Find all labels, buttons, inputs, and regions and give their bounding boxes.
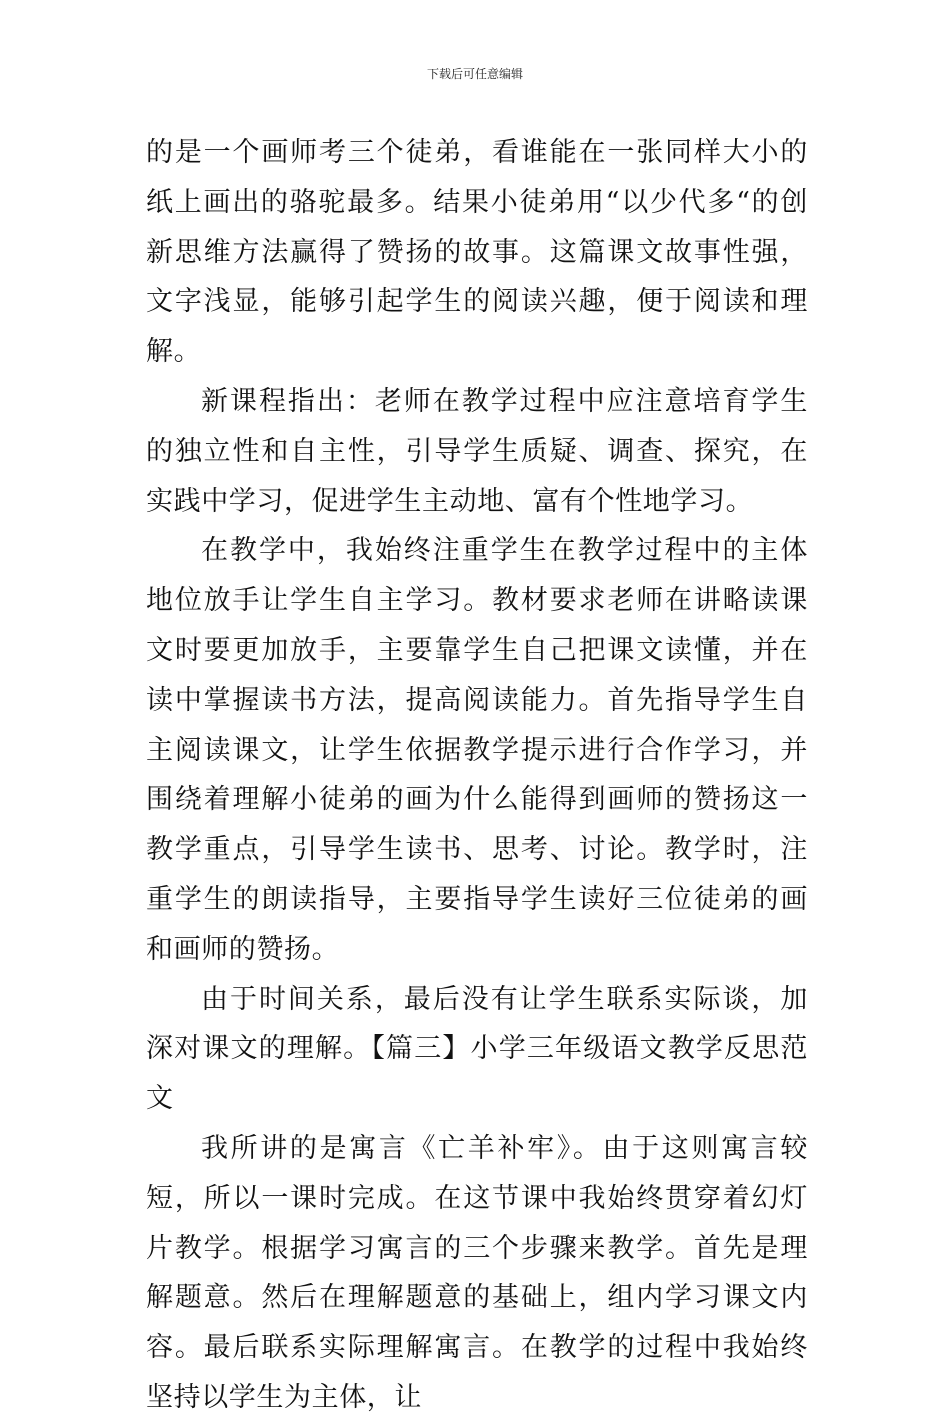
page-header: 下载后可任意编辑 bbox=[426, 67, 523, 81]
paragraph-3: 在教学中，我始终注重学生在教学过程中的主体地位放手让学生自主学习。教材要求老师在讲略读课文时要更加放手，主要靠学生自己把课文读懂，并在读中掌握读书方法，提高阅读能力。首先指导学生自主阅读课文，让学生依据教学提示进行合作学习，并围绕着理解小徒弟的画为什么能得到画师的赞扬这一教学重点，引导学生读书、思考、讨论。教学时，注重学生的朗读指导，主要指导学生读好三位徒弟的画和画师的赞扬。 bbox=[146, 535, 808, 965]
paragraph-1: 的是一个画师考三个徒弟，看谁能在一张同样大小的纸上画出的骆驼最多。结果小徒弟用“以少代多“的创新思维方法赢得了赞扬的故事。这篇课文故事性强，文字浅显，能够引起学生的阅读兴趣，便于阅读和理解。 bbox=[146, 137, 808, 368]
paragraph-5: 我所讲的是寓言《亡羊补牢》。由于这则寓言较短，所以一课时完成。在这节课中我始终贯穿着幻灯片教学。根据学习寓言的三个步骤来教学。首先是理解题意。然后在理解题意的基础上，组内学习课文内容。最后联系实际理解寓言。在教学的过程中我始终坚持以学生为主体，让 bbox=[146, 1132, 808, 1413]
paragraph-2: 新课程指出：老师在教学过程中应注意培育学生的独立性和自主性，引导学生质疑、调查、探究，在实践中学习，促进学生主动地、富有个性地学习。 bbox=[146, 385, 808, 517]
paragraph-4: 由于时间关系，最后没有让学生联系实际谈，加深对课文的理解。【篇三】小学三年级语文教学反思范文 bbox=[146, 983, 808, 1115]
body-text bbox=[146, 128, 808, 1423]
